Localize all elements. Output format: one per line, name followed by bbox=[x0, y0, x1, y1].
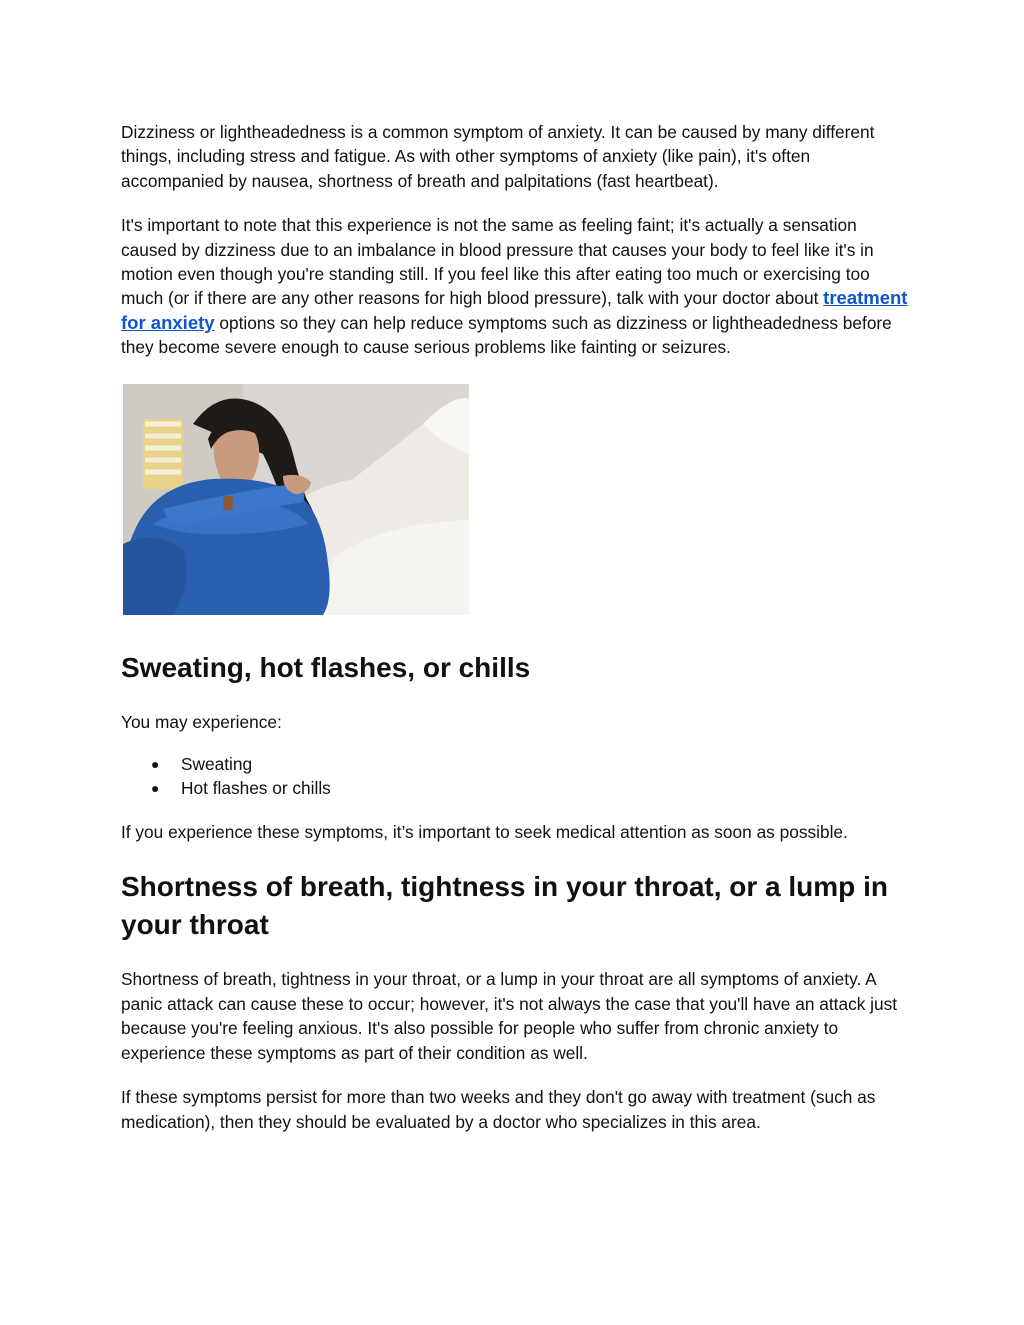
document-page bbox=[121, 120, 911, 1134]
breath-paragraph-2: If these symptoms persist for more than two weeks and they don't go away with treatment (such as medication), then they should be evaluated by a doctor who specializes in this area. bbox=[121, 1087, 876, 1132]
anxious-woman-photo bbox=[123, 384, 469, 615]
breath-heading: Shortness of breath, tightness in your throat, or a lump in your throat bbox=[121, 871, 888, 941]
treatment-for-anxiety-link[interactable]: treatment for anxiety bbox=[121, 287, 908, 333]
bullet-icon: ● bbox=[151, 780, 160, 797]
sweating-outro: If you experience these symptoms, it’s important to seek medical attention as soon as possible. bbox=[121, 822, 848, 843]
sweating-bullet-list bbox=[121, 752, 911, 800]
list-item-text: Sweating bbox=[181, 754, 253, 775]
list-item bbox=[121, 776, 911, 800]
dizziness-paragraph-2-text-after: options so they can help reduce symptoms such as dizziness or lightheadedness before they become severe enough to cause serious problems like fainting or seizures. bbox=[121, 312, 892, 358]
bullet-icon: ● bbox=[151, 756, 160, 773]
dizziness-paragraph-2 bbox=[121, 213, 911, 359]
sweating-heading: Sweating, hot flashes, or chills bbox=[121, 651, 531, 683]
sweating-intro: You may experience: bbox=[121, 711, 282, 732]
dizziness-paragraph-2-text-before: It's important to note that this experience is not the same as feeling faint; it's actually a sensation caused by dizziness due to an imbalance in blood pressure that causes your body to feel like it's in motion even though you're standing still. If you feel like this after eating too much or exercising too much (or if there are any other reasons for high blood pressure), talk with your doctor about bbox=[121, 215, 874, 309]
list-item bbox=[121, 752, 911, 776]
breath-paragraph-1: Shortness of breath, tightness in your throat, or a lump in your throat are all symptoms of anxiety. A panic attack can cause these to occur; however, it's not always the case that you'll have an attack just because you're feeling anxious. It's also possible for people who suffer from chronic anxiety to experience these symptoms as part of their condition as well. bbox=[121, 969, 898, 1063]
list-item-text: Hot flashes or chills bbox=[181, 778, 331, 799]
dizziness-paragraph-1: Dizziness or lightheadedness is a common symptom of anxiety. It can be caused by many different things, including stress and fatigue. As with other symptoms of anxiety (like pain), it's often accompanied by nausea, shortness of breath and palpitations (fast heartbeat). bbox=[121, 122, 875, 191]
